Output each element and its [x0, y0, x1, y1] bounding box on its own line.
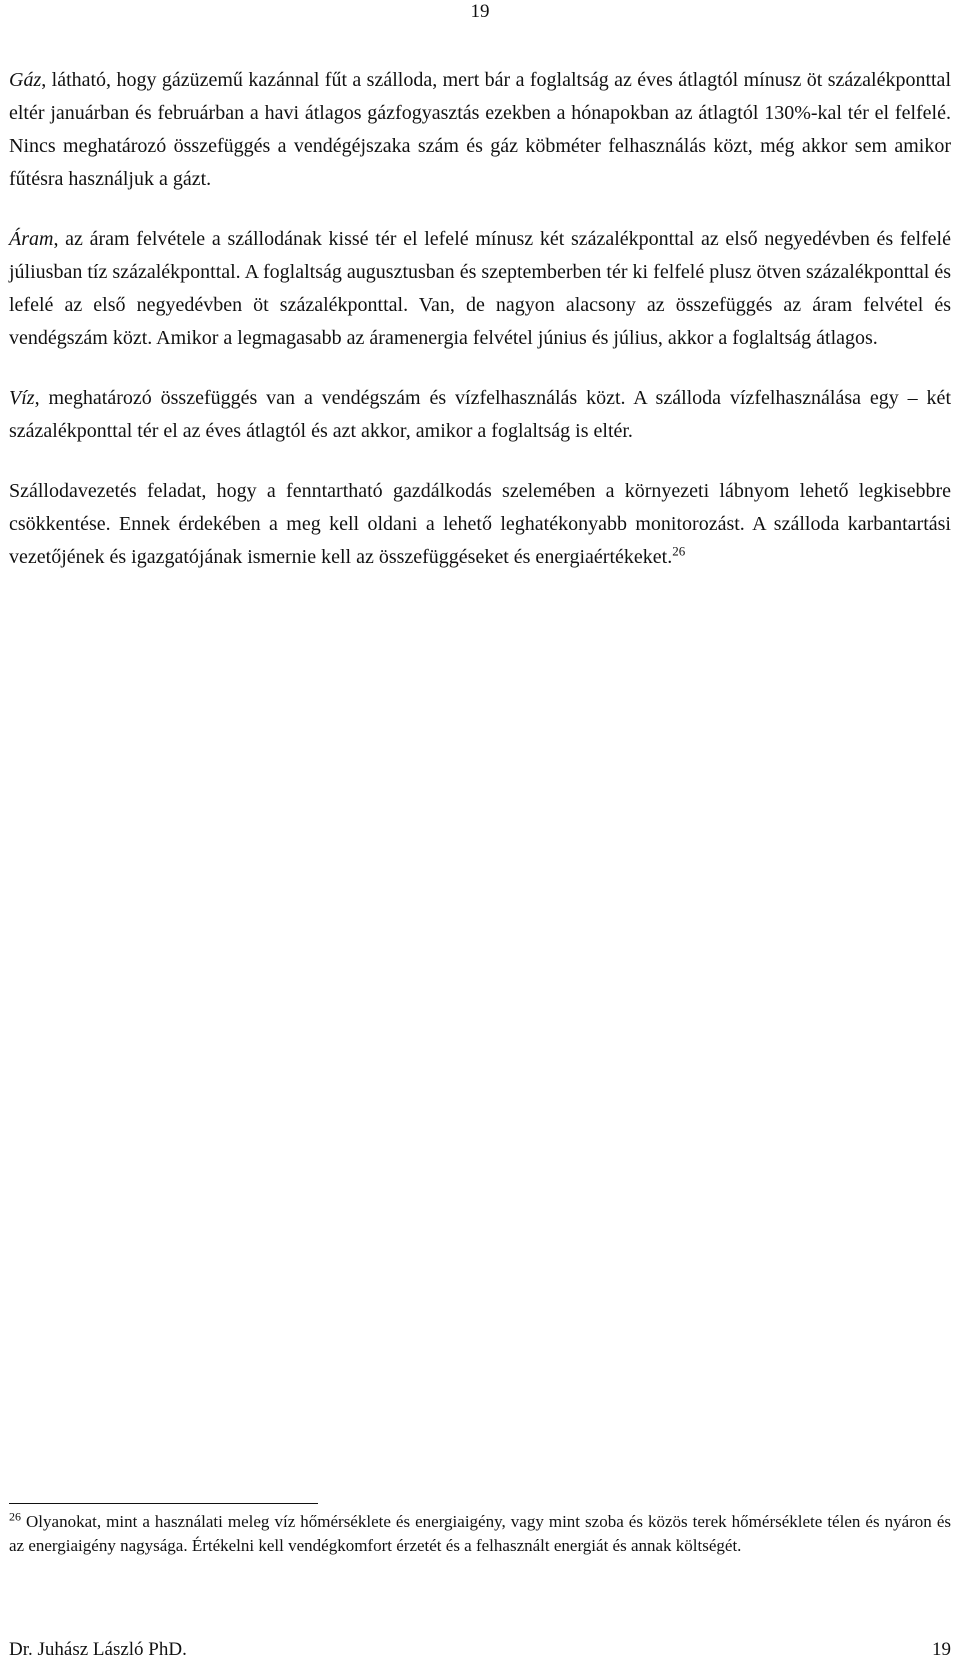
footnote-text: Olyanokat, mint a használati meleg víz hőmérséklete és energiaigény, vagy mint szoba és közös terek hőmérséklete télen és nyáron és az energiaigény nagysága. Értékelni kell vendégkomfort érzetét és a felhasznált energiát és annak költségét.: [9, 1512, 951, 1555]
page-number-top: 19: [470, 1, 490, 22]
paragraph-management: [9, 475, 951, 574]
footer-page-number: 19: [932, 1639, 951, 1660]
footnote-reference[interactable]: 26: [672, 543, 686, 559]
paragraph-electricity: [9, 223, 951, 355]
paragraph-lead: Víz: [9, 387, 35, 409]
footnote-mark: 26: [9, 1509, 21, 1524]
paragraph-lead: Gáz: [9, 69, 42, 91]
paragraph-water: [9, 382, 951, 448]
paragraph-text: , látható, hogy gázüzemű kazánnal fűt a szálloda, mert bár a foglaltság az éves átlagtól mínusz öt százalékponttal eltér januárban és februárban a havi átlagos gázfogyasztás ezekben a hónapokban az átlagtól 130%-kal tér el felfelé. Nincs meghatározó összefüggés a vendégéjszaka szám és gáz köbméter felhasználás közt, még akkor sem amikor fűtésra használjuk a gázt.: [9, 69, 951, 190]
paragraph-gas: [9, 64, 951, 196]
paragraph-lead: Áram: [9, 228, 54, 250]
page-footer: [9, 1637, 951, 1662]
paragraph-text: Szállodavezetés feladat, hogy a fenntartható gazdálkodás szelemében a környezeti lábnyom lehető legkisebbre csökkentése. Ennek érdekében a meg kell oldani a lehető leghatékonyabb monitorozást. A szálloda karbantartási vezetőjének és igazgatójának ismernie kell az összefüggéseket és energiaértékeket.: [9, 480, 951, 568]
footnote-divider: [9, 1503, 318, 1504]
footnote: [9, 1510, 951, 1558]
footer-author: Dr. Juhász László PhD.: [9, 1639, 187, 1660]
document-body: [9, 64, 951, 601]
paragraph-text: , meghatározó összefüggés van a vendégszám és vízfelhasználás közt. A szálloda vízfelhasználása egy – két százalékponttal tér el az éves átlagtól és azt akkor, amikor a foglaltság is eltér.: [9, 387, 951, 442]
paragraph-text: , az áram felvétele a szállodának kissé tér el lefelé mínusz két százalékponttal az első negyedévben és felfelé júliusban tíz százalékponttal. A foglaltság augusztusban és szeptemberben tér ki felfelé plusz ötven százalékponttal és lefelé az első negyedévben öt százalékponttal. Van, de nagyon alacsony az összefüggés az áram felvétel és vendégszám közt. Amikor a legmagasabb az áramenergia felvétel június és július, akkor a foglaltság átlagos.: [9, 228, 951, 349]
